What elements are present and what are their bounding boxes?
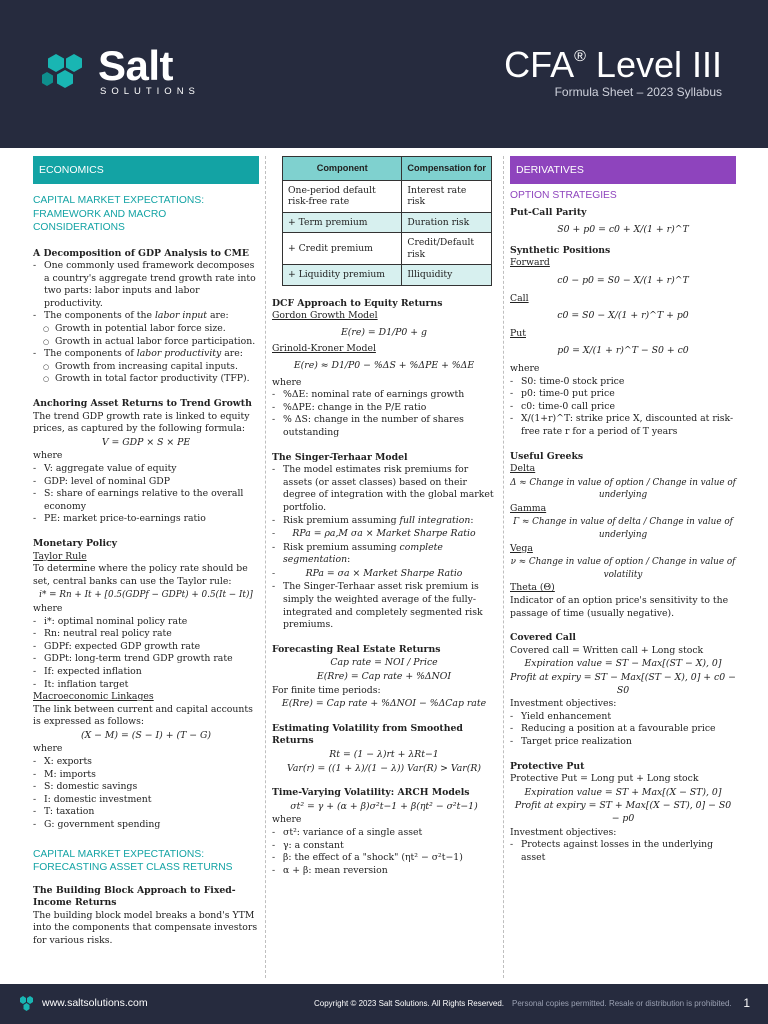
where-label: where — [272, 376, 302, 388]
list-item: - One commonly used framework decomposes a country's aggregate trend growth rate into two parts: labor inputs and labor productivity. — [33, 260, 259, 310]
page-subtitle: Formula Sheet – 2023 Syllabus — [554, 85, 722, 99]
formula: (X − M) = (S − I) + (T − G) — [80, 729, 212, 741]
where-label: where — [272, 814, 302, 826]
heading: Synthetic Positions — [510, 244, 611, 256]
column-middle — [272, 156, 496, 877]
formula: Cap rate = NOI / Price — [330, 657, 438, 669]
paragraph: To determine where the policy rate should be set, central banks can use the Taylor rule: — [33, 563, 248, 587]
hexagon-small-icon — [18, 995, 36, 1013]
formula: E(Rre) = Cap rate + %ΔNOI − %ΔCap rate — [281, 698, 487, 710]
list-item: - If: expected inflation — [33, 666, 259, 679]
heading: Put-Call Parity — [510, 206, 587, 218]
list — [272, 827, 496, 877]
list-item: - The components of the labor input are: — [33, 310, 259, 323]
subheading: Delta — [510, 463, 536, 475]
formula: σt² = γ + (α + β)σ²t−1 + β(ηt² − σ²t−1) — [290, 800, 478, 812]
subheading: Put — [510, 327, 526, 339]
list-item: - GDPf: expected GDP growth rate — [33, 641, 259, 654]
formula: - RPa = ρa,M σa × Market Sharpe Ratio — [272, 528, 496, 541]
subheading: Gamma — [510, 502, 547, 514]
paragraph: Investment objectives: — [510, 826, 617, 838]
heading: A Decomposition of GDP Analysis to CME — [33, 247, 249, 259]
formula: ν ≈ Change in value of option / Change in value of volatility — [510, 557, 736, 580]
paragraph: The link between current and capital accounts is expressed as follows: — [33, 703, 253, 728]
list-item: - I: domestic investment — [33, 794, 259, 807]
list-item: - c0: time-0 call price — [510, 401, 736, 414]
heading: The Singer-Terhaar Model — [272, 451, 408, 463]
where-label: where — [33, 602, 63, 614]
table-row — [283, 180, 492, 212]
paragraph: Indicator of an option price's sensitivity to the passage of time (usually negative). — [510, 595, 729, 619]
heading: Anchoring Asset Returns to Trend Growth — [33, 398, 252, 410]
list-item: - Risk premium assuming full integration: — [272, 515, 496, 528]
list-item: - S: share of earnings relative to the overall economy — [33, 488, 259, 513]
formula: Expiration value = ST − Max[(ST − X), 0] — [524, 658, 722, 670]
list-item: - It: inflation target — [33, 679, 259, 692]
list — [33, 756, 259, 832]
list-item: - p0: time-0 put price — [510, 388, 736, 401]
column-divider — [265, 156, 266, 978]
table-cell: + Liquidity premium — [283, 265, 402, 286]
paragraph: Protective Put = Long put + Long stock — [510, 773, 699, 785]
section-header-economics: ECONOMICS — [33, 156, 259, 184]
subheading: Forward — [510, 257, 550, 269]
subheading: Macroeconomic Linkages — [33, 691, 154, 703]
formula: Var(r) = ((1 + λ)/(1 − λ)) Var(R) > Var(R) — [286, 762, 481, 774]
paragraph: Investment objectives: — [510, 698, 617, 710]
heading: DCF Approach to Equity Returns — [272, 297, 443, 309]
list-item: ○ Growth in total factor productivity (TFP). — [33, 373, 259, 386]
table-cell: Duration risk — [402, 212, 492, 233]
list-item: - α + β: mean reversion — [272, 865, 496, 878]
table-row — [283, 265, 492, 286]
formula: S0 + p0 = c0 + X/(1 + r)^T — [557, 224, 689, 236]
subheading: Grinold-Kroner Model — [272, 343, 376, 355]
subheading: Call — [510, 292, 529, 304]
column-economics — [33, 156, 259, 948]
table-cell: Interest rate risk — [402, 180, 492, 212]
list-item: - X: exports — [33, 756, 259, 769]
website-link[interactable]: www.saltsolutions.com — [42, 997, 148, 1009]
subheading: CAPITAL MARKET EXPECTATIONS: FRAMEWORK AND MACRO CONSIDERATIONS — [33, 195, 205, 233]
list — [33, 260, 259, 386]
formula: c0 − p0 = S0 − X/(1 + r)^T — [557, 274, 689, 286]
formula: Γ ≈ Change in value of delta / Change in value of underlying — [513, 517, 733, 541]
table-cell: Credit/Default risk — [402, 233, 492, 265]
heading: Protective Put — [510, 760, 585, 772]
brand-name: Salt — [98, 42, 174, 89]
heading: Useful Greeks — [510, 450, 584, 462]
table-cell: One-period default risk-free rate — [283, 180, 402, 212]
list-item: - M: imports — [33, 769, 259, 782]
hexagon-logo-icon — [42, 52, 94, 98]
heading: Covered Call — [510, 632, 576, 644]
list — [272, 389, 496, 439]
list — [510, 839, 736, 864]
copyright-text: Copyright © 2023 Salt Solutions. All Rights Reserved. — [314, 999, 504, 1008]
paragraph: For finite time periods: — [272, 684, 381, 696]
list-item: - Reducing a position at a favourable price — [510, 723, 736, 736]
list — [510, 711, 736, 749]
list-item: - %ΔE: nominal rate of earnings growth — [272, 389, 496, 402]
heading: The Building Block Approach to Fixed-Income Returns — [33, 884, 236, 909]
table-header: Compensation for — [402, 157, 492, 181]
subheading: CAPITAL MARKET EXPECTATIONS: FORECASTING ASSET CLASS RETURNS — [33, 848, 233, 874]
paragraph: Covered call = Written call + Long stock — [510, 644, 704, 656]
page-number: 1 — [743, 996, 750, 1010]
paragraph: The building block model breaks a bond's YTM into the components that compensate investors for various risks. — [33, 909, 258, 946]
list-item: ○ Growth in potential labor force size. — [33, 323, 259, 336]
where-label: where — [510, 362, 540, 374]
formula: E(re) ≈ D1/P0 − %ΔS + %ΔPE + %ΔE — [293, 359, 475, 371]
list-item: - γ: a constant — [272, 840, 496, 853]
table-cell: + Credit premium — [283, 233, 402, 265]
page-header — [0, 0, 768, 148]
list-item: - Risk premium assuming complete segmentation: — [272, 542, 496, 567]
heading: Forecasting Real Estate Returns — [272, 643, 441, 655]
heading: Monetary Policy — [33, 537, 118, 549]
formula: - RPa = σa × Market Sharpe Ratio — [272, 568, 496, 581]
formula: p0 = X/(1 + r)^T − S0 + c0 — [557, 345, 689, 357]
table-cell: Illiquidity — [402, 265, 492, 286]
list-item: ○ Growth from increasing capital inputs. — [33, 361, 259, 374]
permission-text: Personal copies permitted. Resale or distribution is prohibited. — [512, 999, 732, 1008]
list-item: - Yield enhancement — [510, 711, 736, 724]
subheading: Gordon Growth Model — [272, 310, 378, 322]
table-header: Component — [283, 157, 402, 181]
salt-logo — [42, 42, 212, 106]
formula: E(Rre) = Cap rate + %ΔNOI — [316, 671, 452, 683]
table-row — [283, 233, 492, 265]
list-item: - β: the effect of a "shock" (ηt² − σ²t−1) — [272, 852, 496, 865]
subheading: Theta (Θ) — [510, 582, 555, 594]
list-item: - X/(1+r)^T: strike price X, discounted at risk-free rate r for a period of T years — [510, 413, 736, 438]
list-item: - GDP: level of nominal GDP — [33, 476, 259, 489]
list — [510, 376, 736, 439]
formula: Profit at expiry = ST − Max[(ST − X), 0] + c0 − S0 — [510, 672, 736, 696]
list-item: - G: government spending — [33, 819, 259, 832]
column-divider — [503, 156, 504, 978]
section-header-derivatives: DERIVATIVES — [510, 156, 736, 184]
table-row — [283, 212, 492, 233]
building-block-table — [282, 156, 492, 286]
list-item: ○ Growth in actual labor force participation. — [33, 336, 259, 349]
heading: Time-Varying Volatility: ARCH Models — [272, 787, 470, 799]
formula: c0 = S0 − X/(1 + r)^T + p0 — [557, 310, 689, 322]
list-item: - S: domestic savings — [33, 781, 259, 794]
formula: V = GDP × S × PE — [101, 436, 191, 448]
list-item: - The model estimates risk premiums for assets (or asset classes) based on their degree of integration with the global market portfolio. — [272, 464, 496, 514]
list-item: - Protects against losses in the underlying asset — [510, 839, 736, 864]
list-item: - The Singer-Terhaar asset risk premium is simply the weighted average of the fully-integrated and completely segmented risk premiums. — [272, 581, 496, 631]
formula: E(re) = D1/P0 + g — [340, 326, 427, 338]
where-label: where — [33, 450, 63, 462]
list-item: - i*: optimal nominal policy rate — [33, 616, 259, 629]
formula: Profit at expiry = ST + Max[(X − ST), 0] − S0 − p0 — [514, 800, 732, 824]
formula: i* = Rn + It + [0.5(GDPf − GDPt) + 0.5(It − It)] — [39, 590, 253, 601]
list — [33, 463, 259, 526]
list-item: - Rn: neutral real policy rate — [33, 628, 259, 641]
formula: Δ ≈ Change in value of option / Change in value of underlying — [510, 477, 736, 501]
page-footer — [0, 984, 768, 1024]
list-item: - Target price realization — [510, 736, 736, 749]
list — [33, 616, 259, 692]
list-item: - % ΔS: change in the number of shares outstanding — [272, 414, 496, 439]
brand-sub: SOLUTIONS — [100, 86, 200, 97]
subheading: Taylor Rule — [33, 550, 87, 562]
list-item: - S0: time-0 stock price — [510, 376, 736, 389]
subheading: OPTION STRATEGIES — [510, 190, 617, 201]
where-label: where — [33, 743, 63, 755]
list-item: - %ΔPE: change in the P/E ratio — [272, 402, 496, 415]
list-item: - The components of labor productivity are: — [33, 348, 259, 361]
heading: Estimating Volatility from Smoothed Returns — [272, 722, 463, 747]
list-item: - GDPt: long-term trend GDP growth rate — [33, 653, 259, 666]
list-item: - PE: market price-to-earnings ratio — [33, 513, 259, 526]
list — [272, 464, 496, 632]
column-derivatives — [510, 156, 736, 864]
paragraph: The trend GDP growth rate is linked to equity prices, as captured by the following formula: — [33, 410, 250, 435]
table-cell: + Term premium — [283, 212, 402, 233]
list-item: - V: aggregate value of equity — [33, 463, 259, 476]
formula: Expiration value = ST + Max[(X − ST), 0] — [524, 786, 722, 798]
page-title: CFA® Level III — [504, 44, 722, 85]
subheading: Vega — [510, 542, 533, 554]
formula: Rt = (1 − λ)rt + λRt−1 — [329, 749, 439, 760]
list-item: - T: taxation — [33, 806, 259, 819]
list-item: - σt²: variance of a single asset — [272, 827, 496, 840]
